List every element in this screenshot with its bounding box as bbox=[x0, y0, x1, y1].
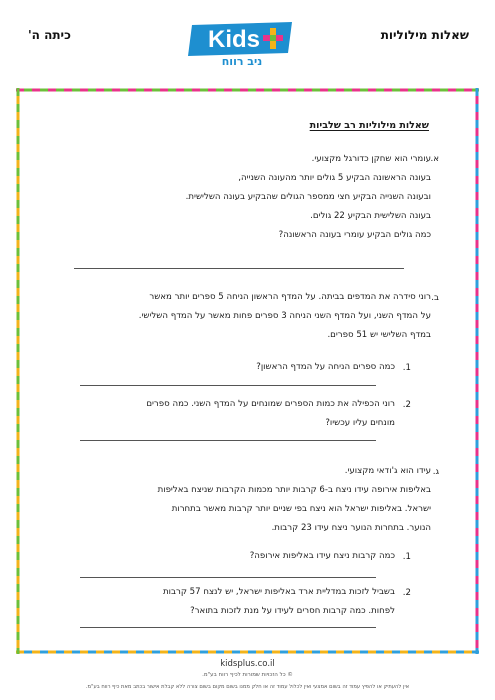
footer-copyright: © כל הזכויות שמורות לכיף רווח בע"מ. bbox=[202, 672, 293, 678]
question-a-letter: א. bbox=[430, 154, 439, 164]
question-b-sub1-line: כמה ספרים הניחה על המדף הראשון? bbox=[256, 362, 395, 372]
question-b-sub2-num: 2. bbox=[402, 400, 411, 410]
question-b-line: רוני סידרה את המדפים בביתה. על המדף הראשון הניחה 5 ספרים יותר מאשר bbox=[149, 292, 431, 302]
footer-url[interactable]: kidsplus.co.il bbox=[220, 659, 275, 669]
question-c-sub1-line: כמה קרבות ניצח עידו באליפות אירופה? bbox=[249, 551, 395, 561]
logo-subtitle: ניב רווח bbox=[221, 55, 263, 68]
question-b-sub2-line: רוני הכפילה את כמות הספרים שמונחים על המדף השני. כמה ספרים bbox=[146, 399, 395, 409]
question-c-text bbox=[71, 462, 431, 538]
logo-text: Kids bbox=[207, 26, 261, 53]
logo-badge bbox=[188, 22, 296, 56]
question-c-sub1-num: 1. bbox=[402, 552, 411, 562]
question-b-text bbox=[71, 288, 431, 345]
question-b-sub2-text bbox=[95, 395, 395, 433]
header-subject: שאלות מילוליות bbox=[380, 28, 469, 42]
header-grade: כיתה ה' bbox=[28, 28, 71, 42]
kids-logo bbox=[188, 22, 296, 70]
question-a-text bbox=[71, 150, 431, 245]
question-b-line: על המדף השני, ועל המדף השני הניחה 3 ספרים פחות מאשר על המדף השלישי. bbox=[138, 311, 431, 321]
answer-line-b2[interactable] bbox=[80, 440, 376, 441]
question-a-line: בעונה הראשונה הבקיע 5 גולים יותר מהעונה השנייה, bbox=[238, 173, 431, 183]
question-c-sub2-line: לפחות. כמה קרבות חסרים לעידו על מנת לזכות בתואר? bbox=[190, 606, 395, 616]
question-c-line: הנוער. בתחרות הנוער ניצח עידו 23 קרבות. bbox=[271, 523, 431, 533]
question-c-line: עידו הוא ג'ודאי מקצועי. bbox=[344, 466, 431, 476]
answer-line-a[interactable] bbox=[74, 268, 404, 269]
question-b-line: במדף השלישי יש 51 ספרים. bbox=[327, 330, 431, 340]
question-c-sub2-line: בשביל לזכות במדליית ארד באליפות ישראל, יש לנצח 57 קרבות bbox=[163, 587, 395, 597]
question-b-sub1-num: 1. bbox=[402, 363, 411, 373]
question-b-letter: ב. bbox=[431, 293, 439, 303]
question-a-line: עומרי הוא שחקן כדורגל מקצועי. bbox=[311, 154, 431, 164]
question-c-sub1-text bbox=[95, 547, 395, 566]
question-a-line: כמה גולים הבקיע עומרי בעונה הראשונה? bbox=[278, 230, 431, 240]
answer-line-b1[interactable] bbox=[80, 385, 376, 386]
question-a-line: ובעונה השנייה הבקיע חצי ממספר הגולים שהבקיע בעונה השלישית. bbox=[185, 192, 431, 202]
footer-note: אין להעתיק או להפיץ עמוד זה בשום אמצעי ואין לכלול עמוד זה או חלק ממנו בשום מקום בשום צורה ללא קבלת אישור בכתב מאת כיף רווח בע"מ. bbox=[85, 684, 410, 690]
answer-line-c2[interactable] bbox=[80, 627, 376, 628]
question-c-letter: ג. bbox=[432, 467, 439, 477]
question-b-sub1-text bbox=[95, 358, 395, 377]
question-c-sub2-num: 2. bbox=[402, 588, 411, 598]
page-title: שאלות מילוליות רב שלביות bbox=[309, 120, 429, 131]
question-c-line: באליפות אירופה עידו ניצח ב-6 קרבות יותר מכמות הקרבות שניצח באליפות bbox=[157, 485, 431, 495]
question-a-line: בעונה השלישית הבקיע 22 גולים. bbox=[310, 211, 431, 221]
answer-line-c1[interactable] bbox=[80, 577, 376, 578]
question-b-sub2-line: מונחים עליו עכשיו? bbox=[325, 418, 395, 428]
question-c-sub2-text bbox=[95, 583, 395, 621]
question-c-line: ישראל. באליפות ישראל הוא ניצח בפי שניים יותר קרבות מאשר בתחרות bbox=[171, 504, 431, 514]
